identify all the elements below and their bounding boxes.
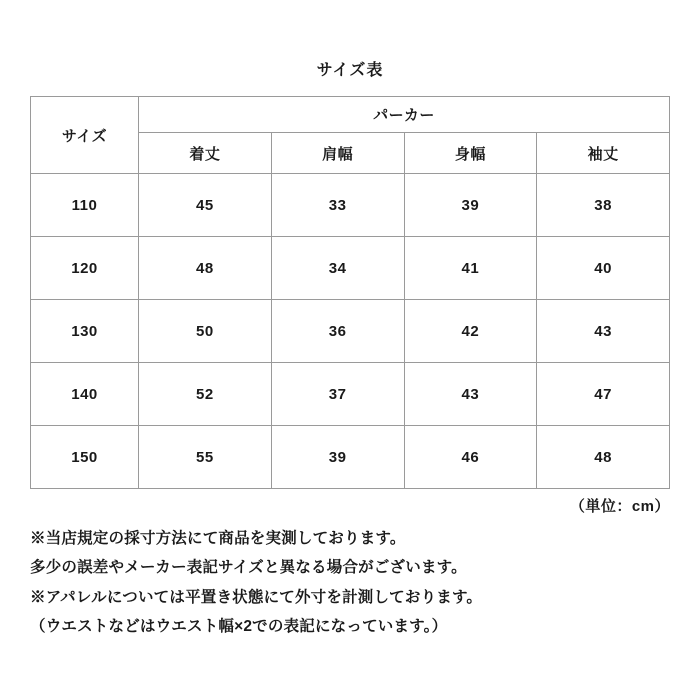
- header-column-3: 袖丈: [537, 133, 670, 174]
- cell-130-0: 50: [139, 300, 272, 363]
- cell-140-2: 43: [404, 363, 537, 426]
- cell-110-1: 33: [271, 174, 404, 237]
- cell-120-1: 34: [271, 237, 404, 300]
- cell-150-0: 55: [139, 426, 272, 489]
- cell-120-3: 40: [537, 237, 670, 300]
- header-size-label: サイズ: [31, 97, 139, 174]
- cell-110-2: 39: [404, 174, 537, 237]
- row-size-140: 140: [31, 363, 139, 426]
- cell-140-0: 52: [139, 363, 272, 426]
- cell-130-2: 42: [404, 300, 537, 363]
- row-size-110: 110: [31, 174, 139, 237]
- cell-110-3: 38: [537, 174, 670, 237]
- header-group-label: パーカー: [139, 97, 670, 133]
- note-line-4: （ウエストなどはウエスト幅×2での表記になっています。）: [30, 618, 448, 636]
- cell-150-2: 46: [404, 426, 537, 489]
- table-header-row-group: [31, 97, 670, 133]
- size-table: [30, 96, 670, 489]
- cell-140-3: 47: [537, 363, 670, 426]
- note-line-2: 多少の誤差やメーカー表記サイズと異なる場合がございます。: [30, 559, 467, 577]
- note-line-3: ※アパレルについては平置き状態にて外寸を計測しております。: [30, 588, 483, 606]
- cell-140-1: 37: [271, 363, 404, 426]
- cell-110-0: 45: [139, 174, 272, 237]
- notes-block: [30, 528, 675, 639]
- cell-150-3: 48: [537, 426, 670, 489]
- table-row: [31, 300, 670, 363]
- unit-note: （単位：cm）: [569, 498, 670, 515]
- table-row: [31, 237, 670, 300]
- cell-120-0: 48: [139, 237, 272, 300]
- cell-130-1: 36: [271, 300, 404, 363]
- page-title: サイズ表: [316, 62, 384, 79]
- row-size-150: 150: [31, 426, 139, 489]
- cell-150-1: 39: [271, 426, 404, 489]
- header-column-2: 身幅: [404, 133, 537, 174]
- size-table-container: [30, 96, 670, 489]
- cell-130-3: 43: [537, 300, 670, 363]
- table-row: [31, 174, 670, 237]
- row-size-120: 120: [31, 237, 139, 300]
- cell-120-2: 41: [404, 237, 537, 300]
- header-column-0: 着丈: [139, 133, 272, 174]
- header-column-1: 肩幅: [271, 133, 404, 174]
- note-line-1: ※当店規定の採寸方法にて商品を実測しております。: [30, 530, 406, 547]
- table-row: [31, 363, 670, 426]
- row-size-130: 130: [31, 300, 139, 363]
- table-row: [31, 426, 670, 489]
